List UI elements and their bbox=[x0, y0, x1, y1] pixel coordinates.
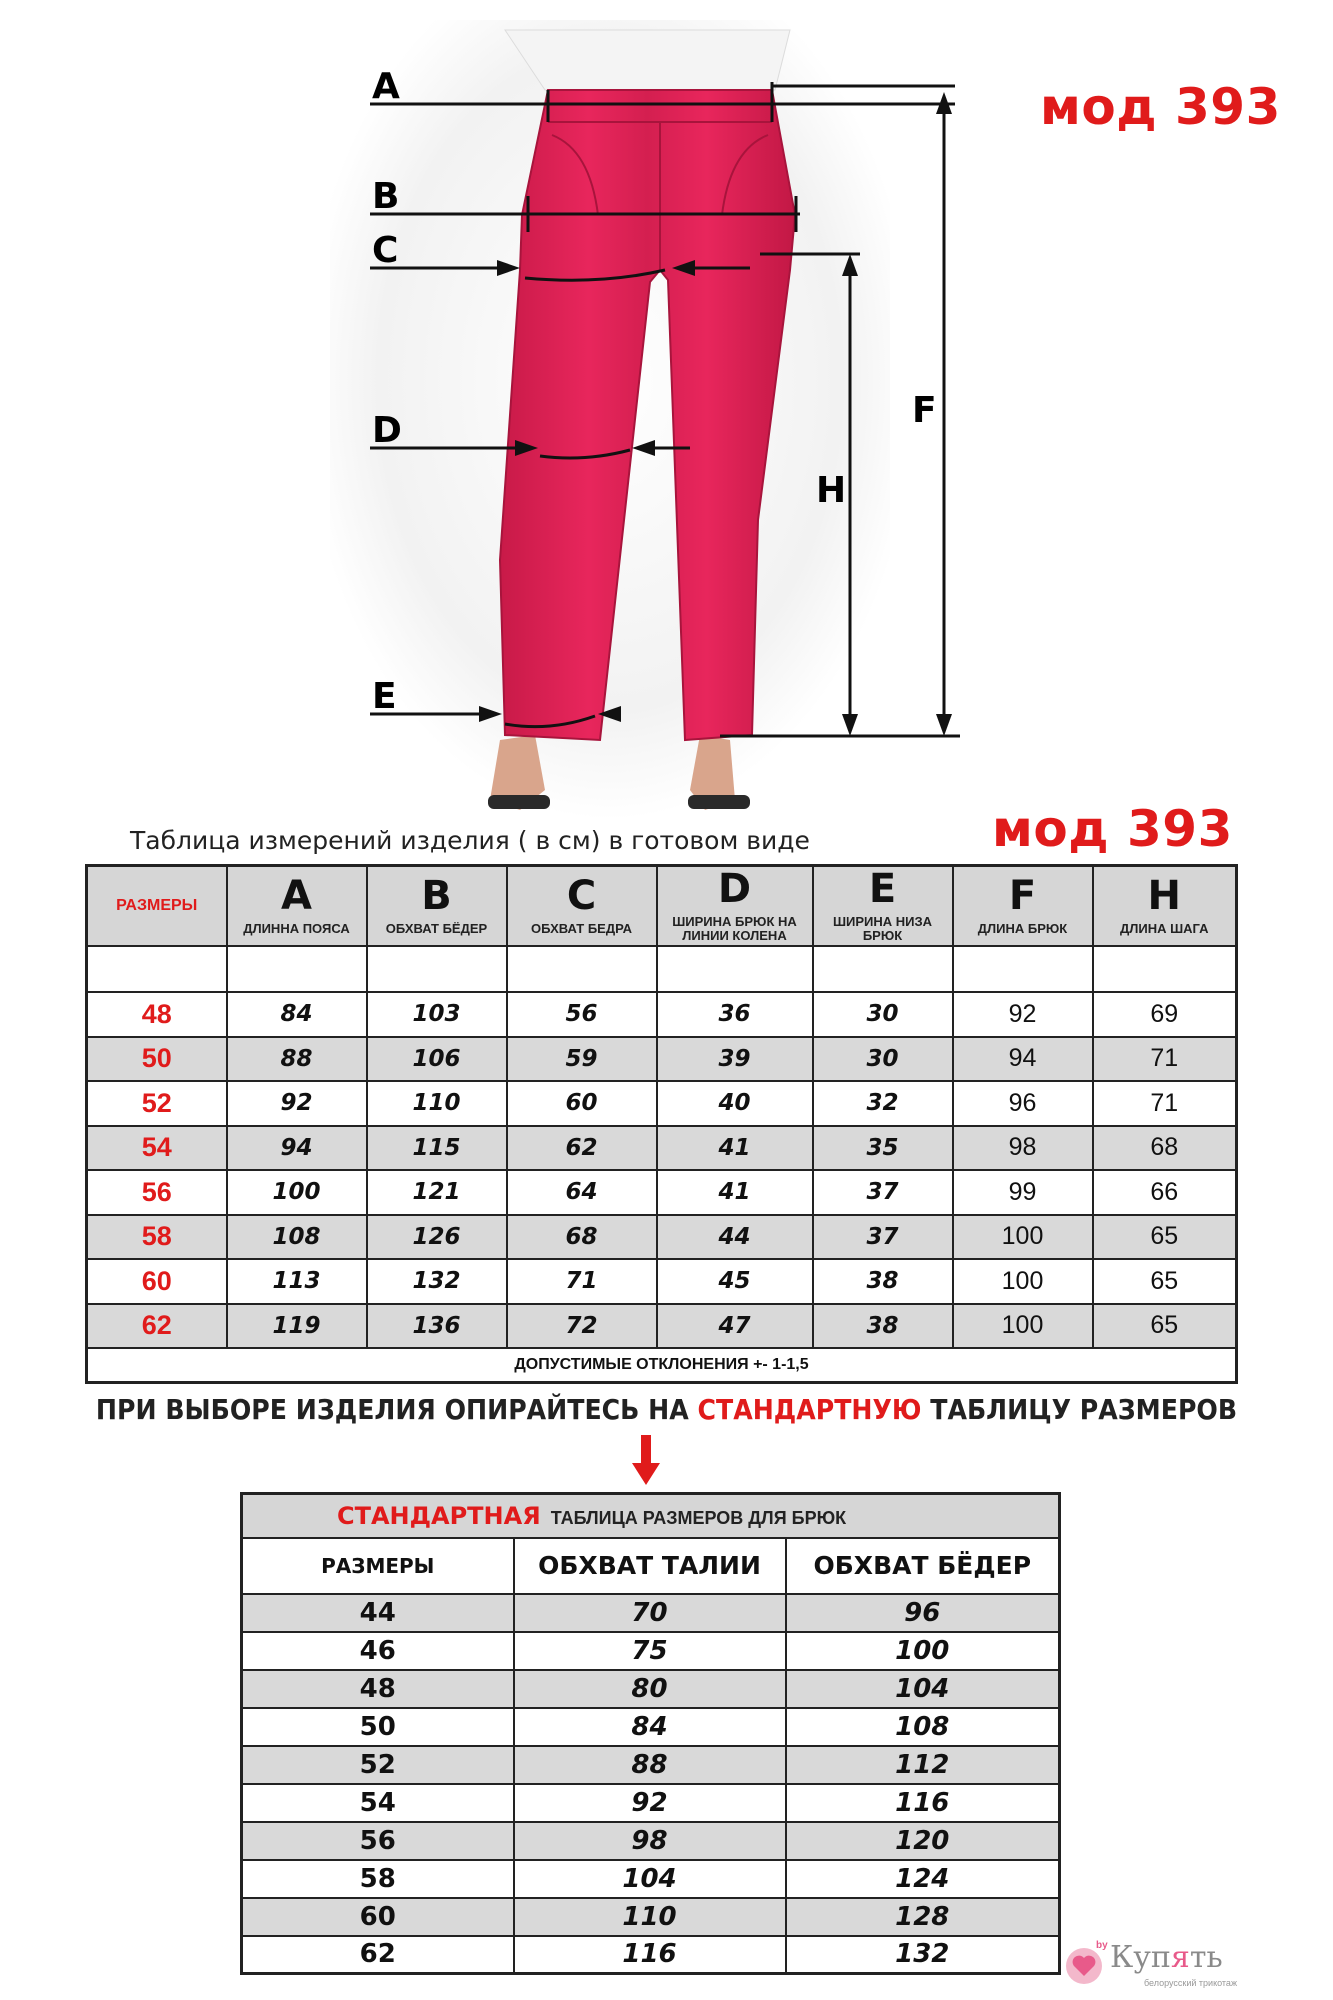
std-hips-cell: 104 bbox=[786, 1670, 1060, 1708]
standard-size-row bbox=[242, 1936, 1060, 1974]
measurement-cell: 62 bbox=[507, 1126, 657, 1171]
std-hips-cell: 128 bbox=[786, 1898, 1060, 1936]
measurement-cell: 39 bbox=[657, 1037, 813, 1082]
measurement-cell: 35 bbox=[813, 1126, 953, 1171]
measurement-cell: 69 bbox=[1093, 992, 1237, 1037]
measurement-cell: 66 bbox=[1093, 1170, 1237, 1215]
model-title: мод 393 bbox=[1040, 78, 1281, 136]
std-hips-header: ОБХВАТ БЁДЕР bbox=[786, 1538, 1060, 1594]
size-cell: 62 bbox=[87, 1304, 227, 1349]
std-hips-cell: 112 bbox=[786, 1746, 1060, 1784]
logo-by: by bbox=[1096, 1940, 1108, 1951]
measurement-cell: 38 bbox=[813, 1259, 953, 1304]
label-d: D bbox=[372, 410, 402, 451]
measurement-cell: 132 bbox=[367, 1259, 507, 1304]
measurement-cell: 100 bbox=[953, 1304, 1093, 1349]
measurement-cell: 41 bbox=[657, 1170, 813, 1215]
measurement-cell: 71 bbox=[1093, 1037, 1237, 1082]
measurement-cell: 136 bbox=[367, 1304, 507, 1349]
std-waist-cell: 92 bbox=[514, 1784, 786, 1822]
label-a: A bbox=[372, 66, 400, 107]
standard-size-row bbox=[242, 1860, 1060, 1898]
standard-size-row bbox=[242, 1708, 1060, 1746]
label-b: B bbox=[372, 176, 400, 217]
size-advice: ПРИ ВЫБОРЕ ИЗДЕЛИЯ ОПИРАЙТЕСЬ НА СТАНДАРТНУЮ ТАБЛИЦУ РАЗМЕРОВ bbox=[95, 1393, 1238, 1426]
col-e-header: E ШИРИНА НИЗА БРЮК bbox=[813, 866, 953, 947]
measurement-row bbox=[87, 1081, 1237, 1126]
measurement-cell: 68 bbox=[507, 1215, 657, 1260]
measurement-cell: 37 bbox=[813, 1170, 953, 1215]
std-hips-cell: 108 bbox=[786, 1708, 1060, 1746]
label-e: E bbox=[372, 676, 397, 717]
std-waist-cell: 75 bbox=[514, 1632, 786, 1670]
standard-size-table bbox=[240, 1492, 1061, 1975]
measurement-cell: 106 bbox=[367, 1037, 507, 1082]
size-cell: 54 bbox=[87, 1126, 227, 1171]
measurement-spacer-row bbox=[87, 946, 1237, 992]
col-h-header: H ДЛИНА ШАГА bbox=[1093, 866, 1237, 947]
standard-size-row bbox=[242, 1632, 1060, 1670]
std-waist-cell: 104 bbox=[514, 1860, 786, 1898]
measurement-table bbox=[85, 864, 1238, 1384]
measurement-cell: 126 bbox=[367, 1215, 507, 1260]
measurement-cell: 32 bbox=[813, 1081, 953, 1126]
measurement-cell: 72 bbox=[507, 1304, 657, 1349]
col-d-header: D ШИРИНА БРЮК НА ЛИНИИ КОЛЕНА bbox=[657, 866, 813, 947]
measurement-cell: 47 bbox=[657, 1304, 813, 1349]
standard-size-row bbox=[242, 1594, 1060, 1632]
std-size-cell: 54 bbox=[242, 1784, 514, 1822]
standard-table-title-row bbox=[242, 1494, 1060, 1538]
measurement-cell: 92 bbox=[953, 992, 1093, 1037]
std-size-cell: 48 bbox=[242, 1670, 514, 1708]
kupyat-logo bbox=[1064, 1940, 1264, 1990]
measurement-cell: 60 bbox=[507, 1081, 657, 1126]
measurement-cell: 92 bbox=[227, 1081, 367, 1126]
standard-table-header-row bbox=[242, 1538, 1060, 1594]
standard-table-subtitle: ТАБЛИЦА РАЗМЕРОВ ДЛЯ БРЮК bbox=[550, 1507, 847, 1528]
label-f: F bbox=[912, 390, 937, 431]
measurement-cell: 40 bbox=[657, 1081, 813, 1126]
standard-size-row bbox=[242, 1746, 1060, 1784]
measurement-cell: 99 bbox=[953, 1170, 1093, 1215]
table-model-title: мод 393 bbox=[992, 800, 1233, 858]
sizes-header: РАЗМЕРЫ bbox=[87, 866, 227, 947]
measurement-cell: 38 bbox=[813, 1304, 953, 1349]
measurement-cell: 110 bbox=[367, 1081, 507, 1126]
standard-size-row bbox=[242, 1898, 1060, 1936]
size-cell: 56 bbox=[87, 1170, 227, 1215]
std-hips-cell: 100 bbox=[786, 1632, 1060, 1670]
measurement-row bbox=[87, 1170, 1237, 1215]
std-size-cell: 56 bbox=[242, 1822, 514, 1860]
measurement-cell: 56 bbox=[507, 992, 657, 1037]
measurement-cell: 113 bbox=[227, 1259, 367, 1304]
std-waist-header: ОБХВАТ ТАЛИИ bbox=[514, 1538, 786, 1594]
measurement-cell: 100 bbox=[227, 1170, 367, 1215]
col-c-header: C ОБХВАТ БЕДРА bbox=[507, 866, 657, 947]
measurement-row bbox=[87, 992, 1237, 1037]
measurement-header-row bbox=[87, 866, 1237, 947]
measurement-cell: 45 bbox=[657, 1259, 813, 1304]
tolerance-row bbox=[87, 1348, 1237, 1382]
measurement-row bbox=[87, 1126, 1237, 1171]
measurement-cell: 84 bbox=[227, 992, 367, 1037]
logo-tagline: белорусский трикотаж bbox=[1144, 1978, 1237, 1988]
torso bbox=[505, 30, 790, 90]
std-hips-cell: 96 bbox=[786, 1594, 1060, 1632]
std-size-cell: 46 bbox=[242, 1632, 514, 1670]
col-f-header: F ДЛИНА БРЮК bbox=[953, 866, 1093, 947]
size-cell: 52 bbox=[87, 1081, 227, 1126]
label-c: C bbox=[372, 230, 399, 271]
std-sizes-header: РАЗМЕРЫ bbox=[242, 1538, 514, 1594]
std-size-cell: 60 bbox=[242, 1898, 514, 1936]
standard-size-row bbox=[242, 1822, 1060, 1860]
measurement-cell: 96 bbox=[953, 1081, 1093, 1126]
measurement-table-caption: Таблица измерений изделия ( в см) в готовом виде bbox=[130, 826, 810, 855]
down-arrow-icon bbox=[632, 1435, 660, 1485]
std-waist-cell: 70 bbox=[514, 1594, 786, 1632]
size-cell: 48 bbox=[87, 992, 227, 1037]
measurement-cell: 30 bbox=[813, 992, 953, 1037]
std-size-cell: 50 bbox=[242, 1708, 514, 1746]
measurement-cell: 94 bbox=[227, 1126, 367, 1171]
measurement-cell: 115 bbox=[367, 1126, 507, 1171]
tolerance-note: ДОПУСТИМЫЕ ОТКЛОНЕНИЯ +- 1-1,5 bbox=[87, 1348, 1237, 1382]
measurement-row bbox=[87, 1037, 1237, 1082]
std-waist-cell: 80 bbox=[514, 1670, 786, 1708]
size-cell: 50 bbox=[87, 1037, 227, 1082]
std-hips-cell: 116 bbox=[786, 1784, 1060, 1822]
std-waist-cell: 116 bbox=[514, 1936, 786, 1974]
measurement-cell: 71 bbox=[507, 1259, 657, 1304]
size-cell: 58 bbox=[87, 1215, 227, 1260]
measurement-cell: 100 bbox=[953, 1259, 1093, 1304]
measurement-cell: 68 bbox=[1093, 1126, 1237, 1171]
measurement-cell: 94 bbox=[953, 1037, 1093, 1082]
measurement-cell: 65 bbox=[1093, 1259, 1237, 1304]
measurement-cell: 108 bbox=[227, 1215, 367, 1260]
right-shoe bbox=[688, 795, 750, 809]
measurement-cell: 119 bbox=[227, 1304, 367, 1349]
std-waist-cell: 84 bbox=[514, 1708, 786, 1746]
std-hips-cell: 120 bbox=[786, 1822, 1060, 1860]
logo-word: Купять bbox=[1110, 1940, 1223, 1975]
left-shoe bbox=[488, 795, 550, 809]
measurement-cell: 64 bbox=[507, 1170, 657, 1215]
measurement-cell: 65 bbox=[1093, 1215, 1237, 1260]
std-size-cell: 58 bbox=[242, 1860, 514, 1898]
label-h: H bbox=[816, 470, 847, 511]
std-hips-cell: 124 bbox=[786, 1860, 1060, 1898]
std-size-cell: 52 bbox=[242, 1746, 514, 1784]
measurement-cell: 41 bbox=[657, 1126, 813, 1171]
standard-size-row bbox=[242, 1784, 1060, 1822]
std-size-cell: 62 bbox=[242, 1936, 514, 1974]
measurement-cell: 71 bbox=[1093, 1081, 1237, 1126]
measurement-cell: 36 bbox=[657, 992, 813, 1037]
measurement-cell: 65 bbox=[1093, 1304, 1237, 1349]
advice-highlight: СТАНДАРТНУЮ bbox=[697, 1393, 922, 1426]
measurement-cell: 37 bbox=[813, 1215, 953, 1260]
heart-logo-icon bbox=[1064, 1946, 1104, 1986]
std-hips-cell: 132 bbox=[786, 1936, 1060, 1974]
standard-size-row bbox=[242, 1670, 1060, 1708]
std-waist-cell: 110 bbox=[514, 1898, 786, 1936]
measurement-cell: 59 bbox=[507, 1037, 657, 1082]
std-size-cell: 44 bbox=[242, 1594, 514, 1632]
standard-table-title: СТАНДАРТНАЯ bbox=[337, 1501, 541, 1530]
measurement-cell: 100 bbox=[953, 1215, 1093, 1260]
measurement-cell: 44 bbox=[657, 1215, 813, 1260]
std-waist-cell: 88 bbox=[514, 1746, 786, 1784]
measurement-cell: 103 bbox=[367, 992, 507, 1037]
size-cell: 60 bbox=[87, 1259, 227, 1304]
measurement-row bbox=[87, 1259, 1237, 1304]
measurement-cell: 121 bbox=[367, 1170, 507, 1215]
measurement-row bbox=[87, 1304, 1237, 1349]
std-waist-cell: 98 bbox=[514, 1822, 786, 1860]
col-b-header: B ОБХВАТ БЁДЕР bbox=[367, 866, 507, 947]
measurement-cell: 98 bbox=[953, 1126, 1093, 1171]
measurement-row bbox=[87, 1215, 1237, 1260]
measurement-cell: 30 bbox=[813, 1037, 953, 1082]
col-a-header: A ДЛИННА ПОЯСА bbox=[227, 866, 367, 947]
measurement-cell: 88 bbox=[227, 1037, 367, 1082]
